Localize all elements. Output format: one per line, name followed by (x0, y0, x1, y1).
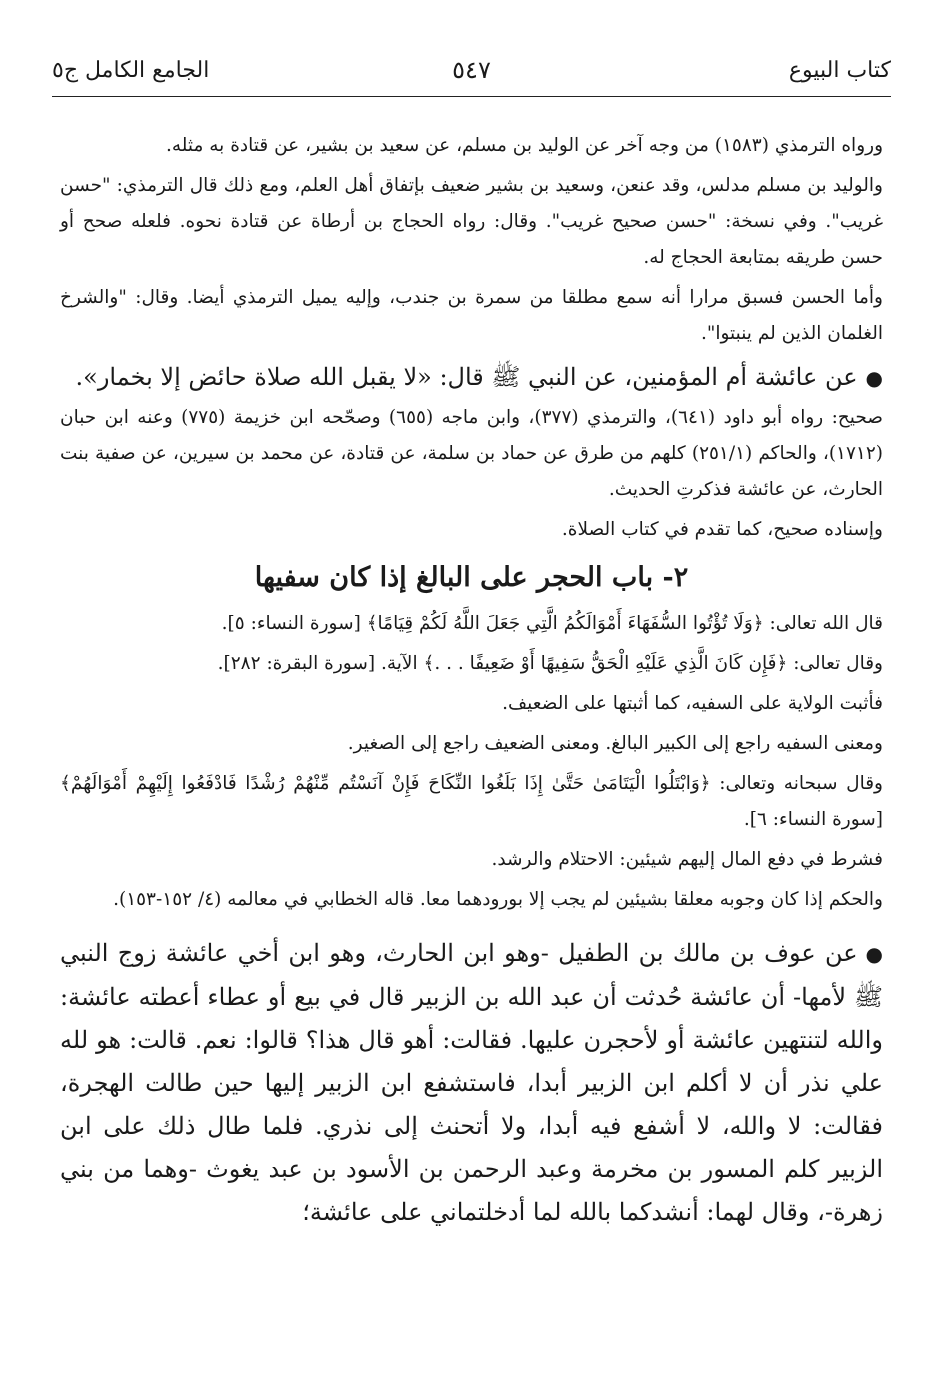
paragraph: وقال تعالى: ﴿فَإِن كَانَ الَّذِي عَلَيْهِ الْحَقُّ سَفِيهًا أَوْ ضَعِيفًا . . .﴾ الآية. [سورة البقرة: ٢٨٢]. (217, 653, 883, 674)
paragraph: ومعنى السفيه راجع إلى الكبير البالغ. ومعنى الضعيف راجع إلى الصغير. (347, 733, 883, 754)
paragraph: وقال سبحانه وتعالى: ﴿وَابْتَلُوا الْيَتَامَىٰ حَتَّىٰ إِذَا بَلَغُوا النِّكَاحَ فَإِنْ آنَسْتُم مِّنْهُمْ رُشْدًا فَادْفَعُوا إِلَيْهِمْ أَمْوَالَهُمْ﴾ [سورة النساء: ٦]. (60, 773, 883, 830)
paragraph: وأما الحسن فسبق مرارا أنه سمع مطلقا من سمرة بن جندب، وإليه يميل الترمذي أيضا. وقال: "والشرخ الغلمان الذين لم ينبتوا". (60, 287, 883, 344)
bullet-icon: ● (865, 366, 883, 390)
page-header (52, 50, 891, 97)
section-heading: ٢- باب الحجر على البالغ إذا كان سفيها (254, 562, 689, 593)
paragraph: صحيح: رواه أبو داود (٦٤١)، والترمذي (٣٧٧)، وابن ماجه (٦٥٥) وصحّحه ابن خزيمة (٧٧٥) وعنه ابن حبان (١٧١٢)، والحاكم (٢٥١/١) كلهم من طرق عن حماد بن سلمة، عن قتادة، عن محمد بن سيرين، عن صفية بنت الحارث، عن عائشة فذكرتِ الحديث. (60, 407, 884, 500)
hadith-paragraph (60, 356, 883, 400)
paragraph: قال الله تعالى: ﴿وَلَا تُؤْتُوا السُّفَهَاءَ أَمْوَالَكُمُ الَّتِي جَعَلَ اللَّهُ لَكُمْ قِيَامًا﴾ [سورة النساء: ٥]. (221, 613, 883, 634)
paragraph: والوليد بن مسلم مدلس، وقد عنعن، وسعيد بن بشير ضعيف بإتفاق أهل العلم، ومع ذلك قال الترمذي: "حسن غريب". وفي نسخة: "حسن صحيح غريب". وقال: رواه الحجاج بن أرطاة عن قتادة نحوه. فلعله صحح أو حسن طريقه بمتابعة الحجاج له. (60, 175, 883, 268)
paragraph: وإسناده صحيح، كما تقدم في كتاب الصلاة. (561, 519, 883, 540)
page-number: ٥٤٧ (452, 56, 491, 84)
book-volume-title: الجامع الكامل ج٥ (52, 58, 210, 83)
hadith-text: عن عوف بن مالك بن الطفيل -وهو ابن الحارث، وهو ابن أخي عائشة زوج النبي ﷺ لأمها- أن عائشة حُدثت أن عبد الله بن الزبير قال في بيع أو عطاء أعطته عائشة: والله لتنتهين عائشة أو لأحجرن عليها. فقالت: أهو قال هذا؟ قالوا: نعم. قالت: هو لله علي نذر أن لا أكلم ابن الزبير أبدا، فاستشفع ابن الزبير إليها حين طالت الهجرة، فقالت: لا والله، لا أشفع فيه أبدا، ولا أتحنث إلى نذري. فلما طال ذلك على ابن الزبير كلم المسور بن مخرمة وعبد الرحمن بن الأسود بن عبد يغوث -وهما من بني زهرة-، وقال لهما: أنشدكما بالله لما أدخلتماني على عائشة؛ (60, 939, 884, 1226)
paragraph: ورواه الترمذي (١٥٨٣) من وجه آخر عن الوليد بن مسلم، عن سعيد بن بشير، عن قتادة به مثله. (165, 135, 883, 156)
page-body (60, 128, 883, 1234)
hadith-paragraph (60, 932, 883, 1234)
spacer (60, 918, 883, 926)
paragraph: فأثبت الولاية على السفيه، كما أثبتها على الضعيف. (502, 693, 883, 714)
hadith-text: عن عائشة أم المؤمنين، عن النبي ﷺ قال: «لا يقبل الله صلاة حائض إلا بخمار». (75, 363, 858, 391)
paragraph: والحكم إذا كان وجوبه معلقا بشيئين لم يجب إلا بورودهما معا. قاله الخطابي في معالمه (٤/ ١٥٢-١٥٣). (113, 889, 883, 910)
paragraph: فشرط في دفع المال إليهم شيئين: الاحتلام والرشد. (491, 849, 883, 870)
book-chapter-title: كتاب البيوع (788, 58, 891, 83)
bullet-icon: ● (865, 942, 883, 966)
